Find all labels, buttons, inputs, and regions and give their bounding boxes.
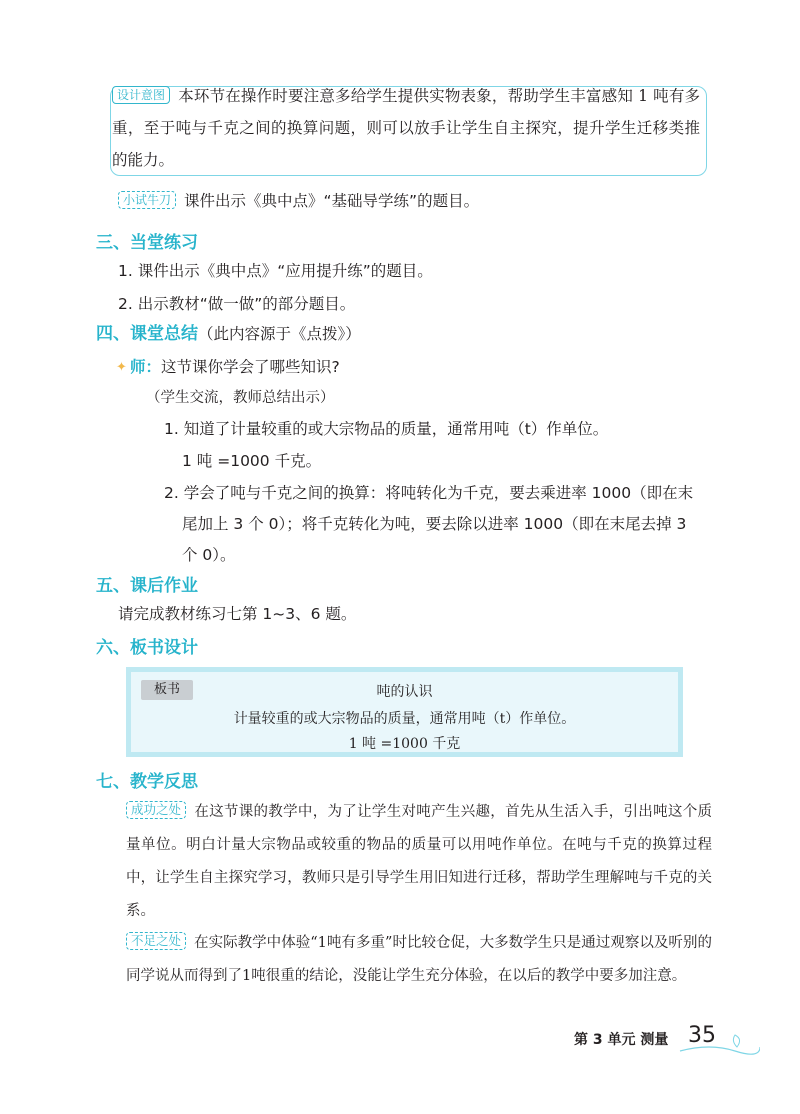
section7-heading: 七、教学反思 [96,772,198,792]
board-line-2: 1 吨 =1000 千克 [348,736,461,752]
homework-text: 请完成教材练习七第 1~3、6 题。 [118,605,357,623]
unit-label: 第 3 单元 测量 [574,1032,669,1048]
section3-item-1: 1. 课件出示《典中点》“应用提升练”的题目。 [118,262,433,280]
design-intent-paragraph [112,80,700,176]
trial-tag: 小试牛刀 [118,191,176,209]
section6-heading: 六、板书设计 [96,638,198,658]
teacher-line [116,351,340,384]
section4-heading: 四、课堂总结 [96,324,198,344]
summary-point-2-line-3: 个 0）。 [182,546,236,564]
section5-heading: 五、课后作业 [96,576,198,596]
design-intent-text: 本环节在操作时要注意多给学生提供实物表象，帮助学生丰富感知 1 吨有多重，至于吨与千克之间的换算问题，则可以放手让学生自主探究，提升学生迁移类推的能力。 [112,87,700,169]
teacher-label: 师： [130,358,162,376]
student-aside: （学生交流，教师总结出示） [146,390,335,406]
design-intent-tag: 设计意图 [112,86,170,104]
summary-point-2-line-2: 尾加上 3 个 0）；将千克转化为吨，要去除以进率 1000（即在末尾去掉 3 [182,515,687,533]
page-footer [560,1025,760,1055]
board-tag: 板书 [141,680,193,700]
shortfall-text: 在实际教学中体验“1吨有多重”时比较仓促，大多数学生只是通过观察以及听别的同学说从而得到了1吨很重的结论，没能让学生充分体验，在以后的教学中要多加注意。 [126,935,712,984]
summary-point-1-sub: 1 吨 =1000 千克。 [182,452,322,470]
page-number: 35 [688,1023,716,1048]
trial-text: 课件出示《典中点》“基础导学练”的题目。 [184,192,480,210]
trial-line [118,188,479,214]
teacher-question: 这节课你学会了哪些知识? [161,358,340,376]
summary-point-2-line-1: 2. 学会了吨与千克之间的换算：将吨转化为千克，要去乘进率 1000（即在末 [164,484,694,502]
board-title: 吨的认识 [376,684,433,700]
success-tag: 成功之处 [126,801,186,819]
star-icon: ✦ [116,360,127,375]
shortfall-tag: 不足之处 [126,932,186,950]
summary-point-1: 1. 知道了计量较重的或大宗物品的质量，通常用吨（t）作单位。 [164,420,609,438]
board-line-1: 计量较重的或大宗物品的质量，通常用吨（t）作单位。 [233,711,576,727]
section3-heading: 三、当堂练习 [96,233,198,253]
board-design [126,667,683,757]
shortfall-paragraph [126,927,712,993]
section3-item-2: 2. 出示教材“做一做”的部分题目。 [118,295,356,313]
success-paragraph [126,796,712,928]
section4-note: （此内容源于《点拨》） [198,325,361,343]
success-text: 在这节课的教学中，为了让学生对吨产生兴趣，首先从生活入手，引出吨这个质量单位。明白计量大宗物品或较重的物品的质量可以用吨作单位。在吨与千克的换算过程中，让学生自主探究学习，教师只是引导学生用旧知进行迁移，帮助学生理解吨与千克的关系。 [126,804,712,919]
section4-heading-line [96,322,361,346]
